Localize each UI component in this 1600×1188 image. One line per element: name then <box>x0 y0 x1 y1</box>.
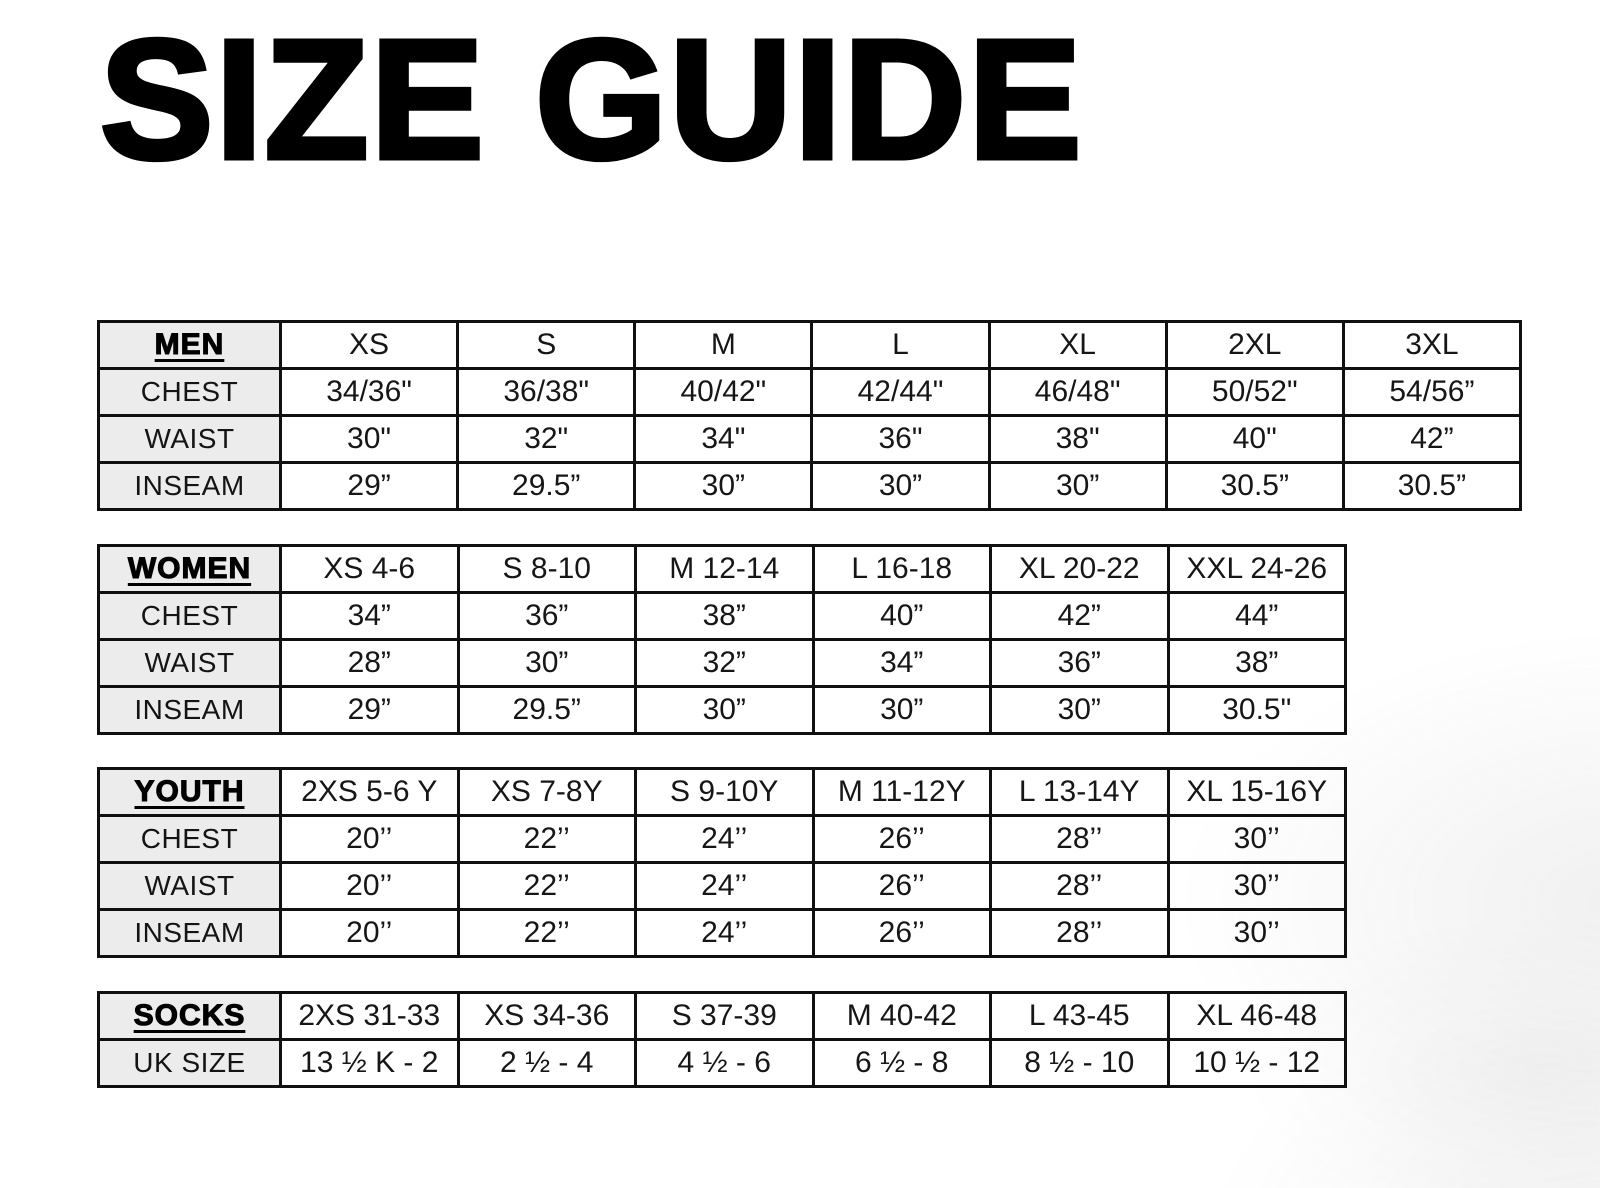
value-cell: 38" <box>989 416 1166 463</box>
value-cell: 34" <box>635 416 812 463</box>
table-header-row <box>99 769 1346 816</box>
value-cell: 38” <box>636 593 814 640</box>
value-cell: 30” <box>989 463 1166 510</box>
size-table-youth <box>97 767 1347 958</box>
value-cell: 30.5" <box>1168 687 1346 734</box>
value-cell: 30" <box>281 416 458 463</box>
value-cell: 40/42" <box>635 369 812 416</box>
row-label-cell: WAIST <box>99 640 281 687</box>
value-cell: 32" <box>458 416 635 463</box>
value-cell: 42” <box>1343 416 1520 463</box>
value-cell: 24’’ <box>636 816 814 863</box>
table-row <box>99 369 1521 416</box>
size-table-women <box>97 544 1347 735</box>
column-header-cell: S <box>458 322 635 369</box>
column-header-cell: 2XL <box>1166 322 1343 369</box>
column-header-cell: XL 20-22 <box>991 546 1169 593</box>
value-cell: 20’’ <box>281 816 459 863</box>
size-table-men <box>97 320 1522 511</box>
value-cell: 42/44" <box>812 369 989 416</box>
value-cell: 8 ½ - 10 <box>991 1040 1169 1087</box>
value-cell: 30” <box>458 640 636 687</box>
column-header-cell: 2XS 31-33 <box>281 993 459 1040</box>
value-cell: 30” <box>991 687 1169 734</box>
value-cell: 30’’ <box>1168 863 1346 910</box>
table-row <box>99 416 1521 463</box>
column-header-cell: XXL 24-26 <box>1168 546 1346 593</box>
value-cell: 24’’ <box>636 910 814 957</box>
row-label-cell: CHEST <box>99 369 281 416</box>
column-header-cell: M 11-12Y <box>813 769 991 816</box>
value-cell: 26’’ <box>813 863 991 910</box>
row-label-cell: WAIST <box>99 863 281 910</box>
table-row <box>99 593 1346 640</box>
value-cell: 40" <box>1166 416 1343 463</box>
value-cell: 29” <box>281 687 459 734</box>
value-cell: 26’’ <box>813 910 991 957</box>
column-header-cell: S 9-10Y <box>636 769 814 816</box>
value-cell: 36/38" <box>458 369 635 416</box>
value-cell: 34” <box>281 593 459 640</box>
value-cell: 4 ½ - 6 <box>636 1040 814 1087</box>
row-label-cell: INSEAM <box>99 910 281 957</box>
value-cell: 6 ½ - 8 <box>813 1040 991 1087</box>
column-header-cell: XS 4-6 <box>281 546 459 593</box>
value-cell: 28” <box>281 640 459 687</box>
value-cell: 42” <box>991 593 1169 640</box>
column-header-cell: L 13-14Y <box>991 769 1169 816</box>
value-cell: 32” <box>636 640 814 687</box>
column-header-cell: XL 15-16Y <box>1168 769 1346 816</box>
value-cell: 30” <box>813 687 991 734</box>
column-header-cell: M 12-14 <box>636 546 814 593</box>
value-cell: 22’’ <box>458 816 636 863</box>
table-section-label: WOMEN <box>127 552 252 585</box>
value-cell: 29.5” <box>458 687 636 734</box>
table-row <box>99 863 1346 910</box>
column-header-cell: XL 46-48 <box>1168 993 1346 1040</box>
value-cell: 2 ½ - 4 <box>458 1040 636 1087</box>
value-cell: 20’’ <box>281 910 459 957</box>
value-cell: 30.5” <box>1343 463 1520 510</box>
table-section-label: MEN <box>154 328 225 361</box>
value-cell: 44” <box>1168 593 1346 640</box>
column-header-cell: 3XL <box>1343 322 1520 369</box>
row-label-cell: UK SIZE <box>99 1040 281 1087</box>
table-row <box>99 687 1346 734</box>
column-header-cell: L 43-45 <box>991 993 1169 1040</box>
value-cell: 30” <box>635 463 812 510</box>
value-cell: 36” <box>991 640 1169 687</box>
value-cell: 30.5” <box>1166 463 1343 510</box>
column-header-cell: XS 7-8Y <box>458 769 636 816</box>
column-header-cell: L 16-18 <box>813 546 991 593</box>
row-label-cell: WAIST <box>99 416 281 463</box>
value-cell: 22’’ <box>458 910 636 957</box>
value-cell: 28’’ <box>991 863 1169 910</box>
table-header-row <box>99 993 1346 1040</box>
row-label-cell: CHEST <box>99 816 281 863</box>
value-cell: 30” <box>636 687 814 734</box>
value-cell: 54/56” <box>1343 369 1520 416</box>
column-header-cell: 2XS 5-6 Y <box>281 769 459 816</box>
value-cell: 10 ½ - 12 <box>1168 1040 1346 1087</box>
value-cell: 36” <box>458 593 636 640</box>
table-section-label: YOUTH <box>134 775 245 808</box>
column-header-cell: S 37-39 <box>636 993 814 1040</box>
value-cell: 29.5” <box>458 463 635 510</box>
table-row <box>99 816 1346 863</box>
value-cell: 29” <box>281 463 458 510</box>
table-row <box>99 1040 1346 1087</box>
column-header-cell: XS 34-36 <box>458 993 636 1040</box>
value-cell: 40” <box>813 593 991 640</box>
value-cell: 26’’ <box>813 816 991 863</box>
table-corner-cell <box>99 769 281 816</box>
value-cell: 30’’ <box>1168 816 1346 863</box>
column-header-cell: L <box>812 322 989 369</box>
table-row <box>99 640 1346 687</box>
size-table-socks <box>97 991 1347 1088</box>
value-cell: 30’’ <box>1168 910 1346 957</box>
value-cell: 24’’ <box>636 863 814 910</box>
value-cell: 34/36" <box>281 369 458 416</box>
value-cell: 20’’ <box>281 863 459 910</box>
table-corner-cell <box>99 322 281 369</box>
column-header-cell: XS <box>281 322 458 369</box>
table-corner-cell <box>99 993 281 1040</box>
table-header-row <box>99 546 1346 593</box>
table-corner-cell <box>99 546 281 593</box>
value-cell: 50/52" <box>1166 369 1343 416</box>
column-header-cell: M <box>635 322 812 369</box>
value-cell: 46/48" <box>989 369 1166 416</box>
value-cell: 13 ½ K - 2 <box>281 1040 459 1087</box>
table-section-label: SOCKS <box>133 999 246 1032</box>
value-cell: 30” <box>812 463 989 510</box>
column-header-cell: XL <box>989 322 1166 369</box>
value-cell: 28’’ <box>991 816 1169 863</box>
value-cell: 36" <box>812 416 989 463</box>
row-label-cell: INSEAM <box>99 687 281 734</box>
page-title: SIZE GUIDE <box>100 5 1084 195</box>
column-header-cell: S 8-10 <box>458 546 636 593</box>
value-cell: 34” <box>813 640 991 687</box>
value-cell: 22’’ <box>458 863 636 910</box>
column-header-cell: M 40-42 <box>813 993 991 1040</box>
row-label-cell: CHEST <box>99 593 281 640</box>
table-row <box>99 463 1521 510</box>
row-label-cell: INSEAM <box>99 463 281 510</box>
value-cell: 28’’ <box>991 910 1169 957</box>
table-row <box>99 910 1346 957</box>
table-header-row <box>99 322 1521 369</box>
value-cell: 38” <box>1168 640 1346 687</box>
